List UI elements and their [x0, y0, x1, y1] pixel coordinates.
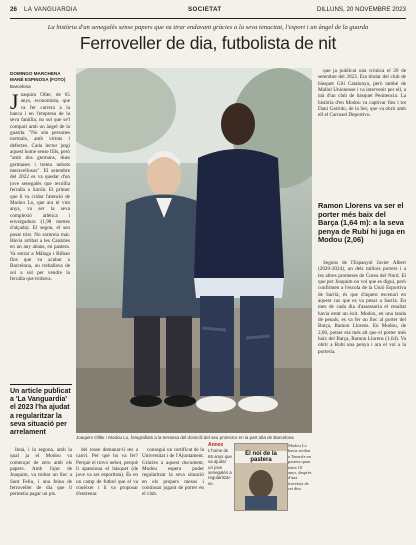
byline — [10, 71, 72, 89]
sidebar-label — [208, 443, 232, 486]
page-number: 26 — [10, 6, 17, 13]
bottom-column-2-text: del rosse demanar-li res a canvi. Per què ho va fer? Perquè el trovo nebot, perquè li apassiona el bàsquet (de jove va ser esportista). És en un camp de futbol que el va conèixer i li va proposar d'entrenar. — [76, 447, 138, 498]
column-1-text: oaquim Oller, de 65 anys, economista, que va fer carrera a la banca i en l'empresa de la seva família, no sol que se'l compari amb un àngel de la guarda. "No són persones normals, amb virtuts i defectes. Cada lector jutgi aquest home sense fills, però "amb dos germans, dues germanes i trenta nebots meravellosos". El setembre del 2022 es va quedar d'un jove senegalès que recollia ferralla a Sarrià. El primer que li va cridar l'atenció de Modou Lo, que ara té vint anys, va ser la seva complexió atlètica i envergadura (1,98 metres d'alçada). El segon, el seu posat trist. No somreia mai. Havia arribat a les Canàries en un any abans, en pastera. Va entrar a Màlaga i Bilbao fins que va acabar a Barcelona, on treballava de sol a sol per vendre la ferralla que trobava. — [10, 92, 70, 282]
article-kicker: La història d'un senegalès sense papers que va tirar endavant gràcies a la seva tenacitat, l'esport i un àngel de la guarda — [47, 24, 369, 31]
page-header — [10, 4, 406, 19]
bottom-column-3 — [142, 447, 204, 541]
photo-illustration — [76, 68, 312, 433]
article-column-right-2 — [318, 260, 406, 540]
article-column-1 — [10, 92, 70, 378]
bottom-column-1 — [10, 447, 72, 541]
publication-name: LA VANGUARDIA — [24, 6, 78, 13]
photo-caption: Joaquim Olller i Modou Lo, fotografiats a la terrassa del domicili del seu protector en la part alta de Barcelona — [76, 435, 294, 440]
dateline-place: Barcelona — [10, 83, 31, 89]
drop-cap: J — [10, 92, 19, 114]
bottom-column-1-text: Innà, i la segona, amb la qual ja el Modou va començar de zero amb els papers. Amb l'ajut de Joaquim, va trobar un lloc a Sant Feliu, i una feina de ferroveller de dia que li permetia pagar un pis. — [10, 447, 72, 498]
sidebar-label-title: Annex — [208, 442, 224, 448]
pull-quote: Un article publicat a 'La Vanguardia' el 2023 l'ha ajudat a regularitzar la seva situació per arrelament — [10, 384, 72, 437]
sidebar-box — [208, 443, 312, 541]
right-subhead: Ramon Llorens va ser el porter més baix del Barça (1,64 m): a la seva penya de Rubí hi juga en Modou (2,06) — [318, 201, 406, 245]
section-name: SOCIETAT — [188, 6, 222, 13]
author-name: DOMINGO MARCHENA — [10, 71, 61, 76]
article-column-right — [318, 68, 406, 198]
main-photo — [76, 68, 312, 433]
right-column-text: que ja publicat una crònica el 20 de setembre del 2023. Era titular del club de bàsquet Gili Catalunya, però també de Mallol Unionense i va intervenir per ell, a mà d'un club de bàsquet Penitencia. La història d'en Modou va captivar fins i tot Dani Garrido, de la Ser, que va obrir amb ell el Carrusel Deportivo. — [318, 68, 406, 119]
sidebar-text: Modou Lo havia arribat a Tenerife en pastera quan tenia 18 anys, després d'una travessia de set dies. — [288, 443, 312, 492]
issue-date: DILLUNS, 20 NOVEMBRE 2023 — [316, 6, 406, 13]
article-headline: Ferroveller de dia, futbolista de nit — [79, 33, 337, 53]
photographer-name: MANÉ ESPINOSA (FOTO) — [10, 76, 66, 82]
sidebar-title: El noi de la pastera — [235, 451, 287, 463]
right-column-2-text: Segons de l'Espanyol Javier Albert (2020-2024), un dels millors porters i a les altres promeses de Corea del Nord. El que per Joaquim no vol que es digui, però confirmen a l'escola de la Unió Esportiva de Sarrià, és que d'aquest escenari en aquest cas que es va posar a Sarrià. En mes de cada dia d'assessoria el resultat havia estat un èxit. Modou, en una tanda de penals, es va fer un lloc al porter del Barça, Ramon Llorens. En Modou, de 2,06, potser era més alt que el porter més baix del Barça, Ramon Llorens (1,64). Va obrir a Rubí una penya i ara el vol a la porteria. — [318, 260, 406, 355]
bottom-column-2 — [76, 447, 138, 541]
bottom-column-3-text: consegui un certificat de la Universitat i de l'Ajuntament. Gràcies a aquest document, Modou espera poder regularitzar la seva situació en els propers mesos i continuar jugant de porter en el club. — [142, 447, 204, 498]
sidebar-label-text: L'home de 65 anys que va ajudar un jove senegalès a regularitzar-se. — [208, 448, 232, 486]
